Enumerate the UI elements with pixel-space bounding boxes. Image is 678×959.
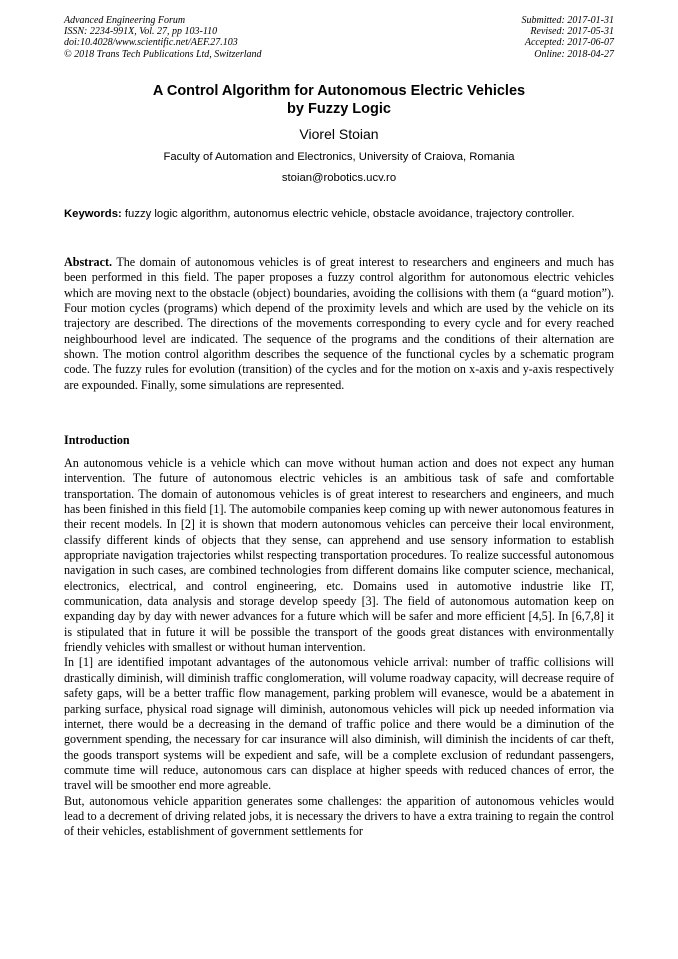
keywords-text: fuzzy logic algorithm, autonomus electric vehicle, obstacle avoidance, trajectory controller. (121, 208, 575, 220)
keywords-section (64, 207, 614, 221)
paper-title (64, 82, 614, 118)
date-revised: Revised: 2017-05-31 (530, 26, 614, 38)
journal-info (64, 15, 262, 60)
section-heading-introduction: Introduction (64, 433, 130, 447)
author-email: stoian@robotics.ucv.ro (281, 172, 397, 184)
date-submitted: Submitted: 2017-01-31 (521, 15, 614, 26)
date-online: Online: 2018-04-27 (534, 48, 614, 60)
journal-issn: ISSN: 2234-991X, Vol. 27, pp 103-110 (64, 26, 218, 38)
date-accepted: Accepted: 2017-06-07 (524, 37, 614, 49)
journal-copyright: © 2018 Trans Tech Publications Ltd, Switzerland (64, 48, 262, 60)
paragraph: An autonomous vehicle is a vehicle which can move without human action and does not expect any human intervention. The future of autonomous electric vehicles is an ambitious task of safe and comfortable transportation. The domain of autonomous vehicles is of great interest to researchers and engineers, and much has been finished in this field [1]. The automobile companies keep coming up with newer autonomous features in their recent models. In [2] it is shown that modern autonomous vehicles can perceive their local environment, classify different kinds of objects that they sense, can apprehend and use sensory information to establish appropriate navigation trajectories whilst respecting transportation procedures. To realize successful autonomous navigation in such cases, are combined technologies from different domains like computer science, mechanical, electronics, electrical, and control engineering, etc. Domains used in automotive industrie like IT, communication, data analysis and storage develop speedy [3]. The field of autonomous automation keep on expanding day by day with newer advances for a future which will be safer and more efficient [4,5]. In [6,7,8] it is stipulated that in future it will be possible the transport of the goods great distances with environmentally friendly vehicles with smallest or without human intervention. (64, 456, 614, 655)
publication-dates (522, 15, 615, 60)
abstract-label: Abstract. (64, 255, 113, 269)
author-affiliation: Faculty of Automation and Electronics, University of Craiova, Romania (163, 151, 515, 163)
introduction-body (64, 456, 614, 840)
paragraph: But, autonomous vehicle apparition generates some challenges: the apparition of autonomous vehicles would lead to a decrement of driving related jobs, it is necessary the drivers to have a extra training to regain the control of their vehicles, establishment of government settlements for (64, 793, 614, 839)
abstract-section (64, 255, 614, 393)
author-name: Viorel Stoian (299, 126, 379, 142)
abstract-text: The domain of autonomous vehicles is of great interest to researchers and engineers and much has been performed in this field. The paper proposes a fuzzy control algorithm for autonomous electric vehicles which are moving next to the obstacle (object) boundaries, avoiding the collisions with them (a “guard motion”). Four motion cycles (programs) which depend of the proximity levels and which are used by the vehicle on its trajectory are described. The directions of the movements corresponding to every cycle and for every reached neighbourhood level are indicated. The sequence of the programs and the conditions of their alternation are shown. The motion control algorithm describes the sequence of the functional cycles by a schematic program code. The fuzzy rules for evolution (transition) of the cycles and for the motion on x-axis and y-axis respectively are expounded. Finally, some simulations are represented. (64, 255, 614, 392)
journal-name: Advanced Engineering Forum (64, 15, 186, 26)
keywords-label: Keywords: (64, 208, 122, 220)
journal-doi: doi:10.4028/www.scientific.net/AEF.27.103 (64, 37, 238, 49)
title-line-2: by Fuzzy Logic (287, 101, 391, 117)
title-line-1: A Control Algorithm for Autonomous Electric Vehicles (152, 83, 526, 99)
paragraph: In [1] are identified impotant advantages of the autonomous vehicle arrival: number of traffic collisions will drastically diminish, will diminish traffic conglomeration, will volume roadway capacity, will decrease require of safety gaps, will be a better traffic flow management, parking problem will evanesce, would be a abatement in parking surface, physical road signage will diminish, autonomous vehicles will pick up needed information via internet, there would be a decreasing in the demand of traffic police and there would be a diminution of the government spending, the necessary for car insurance will also diminish, will diminish the incidents of car theft, the goods transport systems will be expedient and safe, will be a complete exclusion of redundant passengers, commute time will reduce, autonomous cars can displace at higher speeds with reduced chances of error, the travel will be smoother end more agreable. (64, 655, 614, 793)
